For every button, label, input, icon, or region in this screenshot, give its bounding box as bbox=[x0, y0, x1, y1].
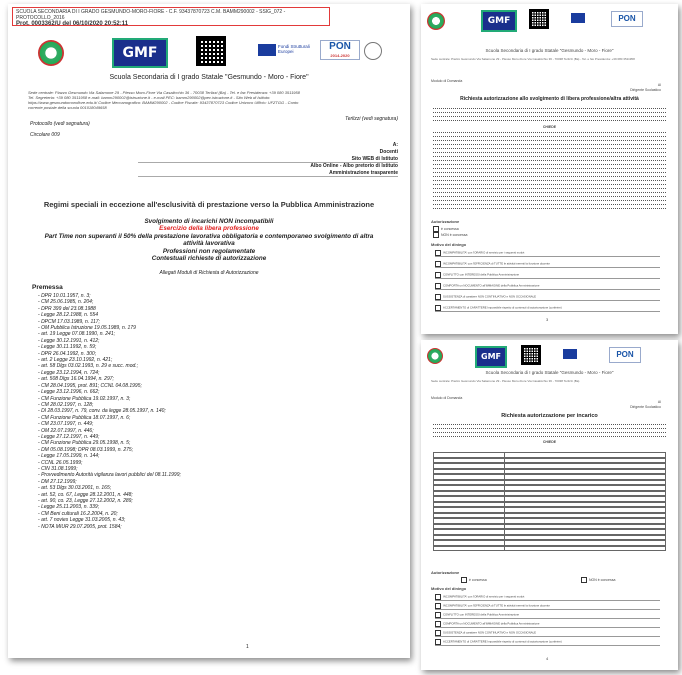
premessa-item-text: DM 05.08.1998; DPR 08.03.1999, n. 275; bbox=[41, 446, 134, 453]
table-cell-divider bbox=[504, 530, 505, 534]
table-cell-divider bbox=[504, 453, 505, 457]
motivo-checkbox[interactable] bbox=[435, 594, 441, 600]
bullet-dash: - bbox=[38, 523, 42, 530]
form-field-line[interactable] bbox=[433, 192, 666, 193]
motivo-option[interactable] bbox=[435, 272, 660, 279]
motivo-checkbox[interactable] bbox=[435, 621, 441, 627]
form-title: Richiesta autorizzazione per incarico bbox=[501, 413, 598, 419]
motivo-text: CONFLITTO con INTERESSI della Pubblica Amministrazione bbox=[443, 272, 520, 277]
bullet-dash: - bbox=[38, 318, 42, 325]
school-title: Scuola Secondaria di I grado Statale "Gesmundo - Moro - Fiore" bbox=[109, 74, 309, 81]
form-field-line[interactable] bbox=[433, 184, 666, 185]
motivo-option[interactable] bbox=[435, 250, 660, 257]
premessa-item-text: CIN 31.08.1999; bbox=[41, 465, 78, 472]
premessa-item-text: art. 90, co. 23, Legge 27.12.2002, n. 289; bbox=[41, 498, 133, 504]
subtitle-1: Svolgimento di incarichi NON incompatibili bbox=[144, 218, 274, 225]
dirigente-text: Dirigente Scolastico bbox=[630, 88, 661, 92]
subtitle-5: Contestuali richieste di autorizzazione bbox=[151, 255, 267, 263]
form-field-line[interactable] bbox=[433, 200, 666, 201]
bullet-dash: - bbox=[38, 299, 42, 306]
motivo-text: COMPORTA un NOCUMENTO all'IMMAGINE della Pubblica Amministrazione bbox=[443, 283, 540, 288]
pon-logo bbox=[320, 40, 360, 60]
table-cell-divider bbox=[504, 459, 505, 463]
motivo-label: Motivo del diniego bbox=[431, 242, 467, 247]
ministry-seal-icon bbox=[364, 42, 382, 60]
table-cell-divider bbox=[504, 481, 505, 485]
premessa-item-text: art. 2 Legge 23.10.1992, n. 421; bbox=[41, 357, 113, 364]
al-text: Al bbox=[657, 83, 661, 87]
premessa-item-text: CM Funzione Pubblica 18.07.1997, n. 6; bbox=[41, 414, 131, 421]
motivo-text: SUSSISTENZA di carattere NON CONTINUATIVO e NON OCCASIONALE bbox=[443, 630, 537, 635]
motivo-option[interactable] bbox=[435, 612, 660, 619]
republic-emblem-icon bbox=[38, 40, 64, 66]
bullet-dash: - bbox=[38, 478, 42, 485]
motivo-option[interactable] bbox=[435, 305, 660, 312]
table-cell-divider bbox=[504, 470, 505, 474]
bullet-dash: - bbox=[38, 433, 42, 440]
addressee-sito: Sito WEB di Istituto bbox=[351, 156, 398, 162]
al-label bbox=[571, 400, 661, 410]
addressees bbox=[208, 142, 398, 177]
addressee-a: A: bbox=[392, 142, 398, 148]
protocollo-line: Protocollo (vedi segnatura) bbox=[30, 121, 90, 127]
form-field-line[interactable] bbox=[433, 180, 666, 181]
address-line-2: Tel. Segreteria: +39 080 3511958 e-mail: bamm290002@istruzione.it - e-mail PEC: bamm290002@pec.istruzione.it - Sito Web di Istituto: bbox=[28, 95, 271, 100]
form-field-line[interactable] bbox=[433, 132, 666, 133]
form-field-line[interactable] bbox=[433, 424, 666, 425]
motivo-text: INCOMPATIBILITA' con l'EFFICIENZA di TUTTE le attività inerenti la funzione docente bbox=[443, 261, 550, 266]
premessa-item-text: OM 22.07.1997, n. 446; bbox=[41, 427, 94, 434]
motivo-checkbox[interactable] bbox=[435, 639, 441, 645]
table-cell-divider bbox=[504, 508, 505, 512]
premessa-item-text: Legge 23.12.1994, n. 724; bbox=[41, 369, 100, 376]
bullet-dash: - bbox=[38, 376, 42, 383]
bullet-dash: - bbox=[38, 472, 42, 479]
bullet-dash: - bbox=[38, 344, 42, 351]
motivo-option[interactable] bbox=[435, 603, 660, 610]
form-field-line[interactable] bbox=[433, 208, 666, 209]
modulo-label: Modulo di Domanda bbox=[431, 396, 463, 400]
premessa-heading: Premessa bbox=[32, 284, 63, 291]
premessa-item-text: CCNL 26.05.1999; bbox=[41, 459, 83, 466]
motivo-checkbox[interactable] bbox=[435, 612, 441, 618]
motivo-text: INCOMPATIBILITA' con l'ORARIO di servizio per i seguenti motivi: bbox=[443, 250, 525, 255]
bullet-dash: - bbox=[38, 401, 42, 408]
bullet-dash: - bbox=[38, 331, 42, 338]
bullet-dash: - bbox=[38, 325, 42, 332]
circolare-number: Circolare 009 bbox=[30, 132, 60, 138]
qr-code-icon bbox=[529, 9, 549, 29]
table-row[interactable] bbox=[433, 546, 666, 552]
divider bbox=[138, 162, 398, 163]
motivo-checkbox[interactable] bbox=[435, 283, 441, 289]
protocol-line-2: Prot. 0003362/U del 06/10/2020 20:52:11 bbox=[16, 21, 129, 27]
bullet-dash: - bbox=[38, 446, 42, 453]
premessa-item-text: art. 53 Dlgs 30.03.2001, n. 165; bbox=[41, 485, 112, 492]
premessa-item-text: OM Pubblica Istruzione 19.05.1989, n. 179 bbox=[41, 325, 136, 332]
motivo-option[interactable] bbox=[435, 630, 660, 637]
form-field-line[interactable] bbox=[433, 428, 666, 429]
premessa-item-text: CM Funzione Pubblica 29.05.1998, n. 5; bbox=[41, 440, 131, 447]
premessa-item-text: art. 7 novies Legge 31.03.2005, n. 43; bbox=[41, 517, 126, 524]
motivo-option[interactable] bbox=[435, 261, 660, 268]
form-field-line[interactable] bbox=[433, 188, 666, 189]
premessa-item-text: art. 58 Dlgs 03.02.1993, n. 29 e succ. mod.; bbox=[41, 363, 139, 370]
form-field-line[interactable] bbox=[433, 164, 666, 165]
non-concessa-option[interactable] bbox=[581, 577, 615, 583]
premessa-item-text: DPR 399 del 23.08.1988 bbox=[41, 305, 96, 312]
form-field-line[interactable] bbox=[433, 432, 666, 433]
qr-code-icon bbox=[196, 36, 226, 66]
bullet-dash: - bbox=[38, 459, 42, 466]
motivo-text: ACCERTAMENTO di CARATTERE Impossibile rispetto di contenuti di autorizzazione (conferire) bbox=[443, 305, 562, 310]
autorizzazione-label: Autorizzazione bbox=[431, 570, 460, 575]
non-concessa-text: NON è concessa bbox=[441, 232, 468, 237]
bullet-dash: - bbox=[38, 510, 42, 517]
form-field-line[interactable] bbox=[433, 120, 666, 121]
table-cell-divider bbox=[504, 525, 505, 529]
motivo-checkbox[interactable] bbox=[435, 305, 441, 311]
subtitle-4: Professioni non regolamentate bbox=[162, 247, 256, 255]
page-number: 1 bbox=[246, 644, 249, 650]
eu-flag-icon bbox=[563, 349, 577, 359]
school-address-small: Sede centrale: Piazzo Gesmundo Via Salamone 29 - Plesso Moro-Fiore Via Casalicchio 36 - 70038 Terlizzi (Ba) - Tel. e fax Presidenza: +39 080 3511958 bbox=[431, 57, 635, 61]
premessa-item-text: DM 27.12.1999; bbox=[41, 478, 77, 485]
school-address bbox=[28, 90, 398, 110]
form-title: Richiesta autorizzazione allo svolgimento di libera professione/altra attività bbox=[460, 96, 639, 102]
premessa-item bbox=[38, 524, 398, 530]
motivo-checkbox[interactable] bbox=[435, 294, 441, 300]
form-field-line[interactable] bbox=[433, 112, 666, 113]
motivo-text: INCOMPATIBILITA' con l'ORARIO di servizio per i seguenti motivi: bbox=[443, 594, 525, 599]
modulo-label: Modulo di Domanda bbox=[431, 79, 463, 83]
subtitle-2: Esercizio della libera professione bbox=[159, 225, 259, 233]
bullet-dash: - bbox=[38, 485, 42, 492]
main-title: Regimi speciali in eccezione all'esclusività di prestazione verso la Pubblica Amministrazione bbox=[43, 200, 375, 209]
bullet-dash: - bbox=[38, 421, 42, 428]
form-field-line[interactable] bbox=[433, 204, 666, 205]
bullet-dash: - bbox=[38, 382, 42, 389]
premessa-item-text: CM 23.07.1997, n. 449; bbox=[41, 421, 94, 428]
form-field-line[interactable] bbox=[433, 116, 666, 117]
chiede-label: CHIEDE bbox=[542, 440, 557, 444]
motivo-checkbox[interactable] bbox=[435, 272, 441, 278]
bullet-dash: - bbox=[38, 408, 42, 415]
premessa-item-text: Legge 30.12.1991, n. 412; bbox=[41, 337, 100, 344]
motivo-checkbox[interactable] bbox=[435, 603, 441, 609]
motivo-text: ACCERTAMENTO di CARATTERE Impossibile rispetto di contenuti di autorizzazione (conferire) bbox=[443, 639, 562, 644]
premessa-item-text: Legge 23.12.1996, n. 662; bbox=[41, 389, 100, 396]
premessa-item-text: Legge 27.12.1997, n. 449; bbox=[41, 433, 100, 440]
bullet-dash: - bbox=[38, 465, 42, 472]
non-concessa-checkbox[interactable] bbox=[581, 577, 587, 583]
form-field-line[interactable] bbox=[433, 108, 666, 109]
bullet-dash: - bbox=[38, 498, 42, 504]
address-line-1: Sede centrale: Piazzo Gesmundo Via Salamone 29 - Plesso Moro-Fiore Via Casalicchio 36 - 70038 Terlizzi (Ba) - Tel. e fax Presidenza: +39 080 3511958 bbox=[28, 90, 300, 95]
fondi-label: Fondi Strutturali Europei bbox=[278, 44, 310, 54]
table-cell-divider bbox=[504, 492, 505, 496]
bullet-dash: - bbox=[38, 453, 42, 460]
form-field-line[interactable] bbox=[433, 152, 666, 153]
form-field-line[interactable] bbox=[433, 160, 666, 161]
divider bbox=[138, 176, 398, 177]
motivo-option[interactable] bbox=[435, 294, 660, 301]
table-cell-divider bbox=[504, 541, 505, 545]
eu-flag-icon bbox=[571, 13, 585, 23]
premessa-item-text: CM Beni culturali 16.2.2004, n. 20; bbox=[41, 510, 118, 517]
addressee-trasparente: Amministrazione trasparente bbox=[329, 170, 398, 176]
bullet-dash: - bbox=[38, 389, 42, 396]
autorizzazione-label: Autorizzazione bbox=[431, 219, 460, 224]
bullet-dash: - bbox=[38, 363, 42, 370]
republic-emblem-icon bbox=[427, 12, 445, 30]
table-cell-divider bbox=[504, 475, 505, 479]
al-label bbox=[571, 83, 661, 93]
bullet-dash: - bbox=[38, 440, 42, 447]
premessa-list bbox=[38, 293, 398, 530]
page-number: 4 bbox=[546, 656, 549, 661]
school-title: Scuola Secondaria di I grado Statale "Gesmundo - Moro - Fiore" bbox=[485, 370, 614, 375]
form-field-line[interactable] bbox=[433, 168, 666, 169]
form-field-line[interactable] bbox=[433, 144, 666, 145]
school-logo: GMF bbox=[481, 10, 517, 32]
subtitle-3: Part Time non superanti il 50% della prestazione lavorativa obbligatoria e contemporaneo svolgimento di altra attività lavorativa bbox=[44, 232, 374, 248]
concessa-text: è concessa bbox=[441, 226, 459, 231]
bullet-dash: - bbox=[38, 504, 42, 511]
premessa-item-text: art. 19 Legge 07.08.1990, n. 241; bbox=[41, 331, 116, 338]
non-concessa-text: NON è concessa bbox=[589, 577, 616, 582]
premessa-item-text: Legge 25.11.2003, n. 339; bbox=[41, 504, 100, 511]
circolare-page bbox=[8, 4, 410, 658]
qr-code-icon bbox=[521, 345, 541, 365]
premessa-item-text: CM 28.02.1997, n. 128; bbox=[41, 401, 94, 408]
concessa-option[interactable] bbox=[461, 577, 487, 583]
subtitle-block bbox=[38, 218, 380, 262]
bullet-dash: - bbox=[38, 369, 42, 376]
school-title: Scuola Secondaria di I grado Statale "Gesmundo - Moro - Fiore" bbox=[485, 48, 614, 53]
date-line: Terlizzi (vedi segnatura) bbox=[345, 116, 398, 122]
dirigente-text: Dirigente Scolastico bbox=[630, 405, 661, 409]
bullet-dash: - bbox=[38, 517, 42, 524]
pon-years: 2014-2020 bbox=[330, 53, 350, 58]
motivo-option[interactable] bbox=[435, 621, 660, 628]
concessa-checkbox[interactable] bbox=[461, 577, 467, 583]
non-concessa-option[interactable] bbox=[433, 232, 467, 238]
bullet-dash: - bbox=[38, 357, 42, 364]
concessa-text: è concessa bbox=[469, 577, 487, 582]
modulo-incarico-page bbox=[421, 340, 678, 670]
bullet-dash: - bbox=[38, 312, 42, 319]
motivo-option[interactable] bbox=[435, 594, 660, 601]
non-concessa-checkbox[interactable] bbox=[433, 232, 439, 238]
allegati-note: Allegati Moduli di Richiesta di Autorizzazione bbox=[159, 270, 259, 276]
addressee-docenti: Docenti bbox=[379, 149, 398, 155]
bullet-dash: - bbox=[38, 305, 42, 312]
address-line-4: corrente postale della scuola 001018049658 bbox=[28, 105, 107, 110]
bullet-dash: - bbox=[38, 395, 42, 402]
premessa-item-text: DPR 10.01.1957, n. 3; bbox=[41, 293, 91, 299]
motivo-checkbox[interactable] bbox=[435, 261, 441, 267]
premessa-item-text: art. 508 Dlgs 16.04.1994, n. 297; bbox=[41, 376, 114, 383]
pon-logo: PON bbox=[611, 11, 643, 27]
premessa-item-text: CM 25.06.1985, n. 204; bbox=[41, 299, 94, 306]
form-field-line[interactable] bbox=[433, 196, 666, 197]
table-cell-divider bbox=[504, 464, 505, 468]
school-logo: GMF bbox=[112, 38, 168, 68]
premessa-item-text: DPR 26.04.1992, n. 300; bbox=[41, 350, 97, 357]
premessa-item-text: art. 52, co. 67, Legge 28.12.2001, n. 448; bbox=[41, 491, 133, 498]
premessa-item-text: Legge 17.05.1999, n. 144; bbox=[41, 453, 100, 460]
motivo-option[interactable] bbox=[435, 639, 660, 646]
school-address-small: Sede centrale: Piazzo Gesmundo Via Salamone 29 - Plesso Moro-Fiore Via Casalicchio 36 - 70038 Terlizzi (Ba) bbox=[431, 379, 580, 383]
bullet-dash: - bbox=[38, 350, 42, 357]
premessa-item-text: Legge 30.11.1992, n. 59; bbox=[41, 344, 97, 351]
motivo-text: CONFLITTO con INTERESSI della Pubblica Amministrazione bbox=[443, 612, 520, 617]
protocol-line-1: SCUOLA SECONDARIA DI I GRADO GESMUNDO-MORO-FIORE - C.F. 93437870723 C.M. BAMM290002 - SSIG_072 - PROTOCOLLO_2016 bbox=[16, 9, 286, 21]
modulo-libera-professione-page bbox=[421, 4, 678, 334]
table-cell-divider bbox=[504, 519, 505, 523]
premessa-item-text: CM Funzione Pubblica 19.02.1997, n. 3; bbox=[41, 395, 131, 402]
bullet-dash: - bbox=[38, 414, 42, 421]
al-text: Al bbox=[657, 400, 661, 404]
address-line-3: https://www.gesmundomorofiore.edu.it/ Codice Meccanografico: BAMM290002 - Codice Fiscale: 93437870723 Codice Univoco Ufficio: UFZTGG - Conto bbox=[28, 100, 299, 105]
table-cell-divider bbox=[504, 497, 505, 501]
bullet-dash: - bbox=[38, 427, 42, 434]
form-field-line[interactable] bbox=[433, 140, 666, 141]
motivo-text: SUSSISTENZA di carattere NON CONTINUATIVO e NON OCCASIONALE bbox=[443, 294, 537, 299]
form-field-line[interactable] bbox=[433, 156, 666, 157]
addressee-albo: Albo Online - Albo pretorio di Istituto bbox=[310, 163, 398, 169]
chiede-label: CHIEDE bbox=[542, 125, 557, 129]
pon-logo: PON bbox=[609, 347, 641, 363]
premessa-item-text: Provvedimento Autorità vigilanza lavori pubblici del 08.11.1999; bbox=[41, 472, 181, 479]
table-cell-divider bbox=[504, 547, 505, 551]
form-field-line[interactable] bbox=[433, 172, 666, 173]
motivo-checkbox[interactable] bbox=[435, 630, 441, 636]
table-cell-divider bbox=[504, 503, 505, 507]
protocol-stamp bbox=[12, 7, 330, 26]
form-field-line[interactable] bbox=[433, 148, 666, 149]
premessa-item-text: CM 28.04.1995, prot. 891; CCNL 04.08.1995; bbox=[41, 382, 142, 389]
form-field-line[interactable] bbox=[433, 136, 666, 137]
bullet-dash: - bbox=[38, 491, 42, 498]
premessa-item-text: Legge 28.12.1988, n. 554 bbox=[41, 312, 99, 319]
motivo-text: INCOMPATIBILITA' con l'EFFICIENZA di TUTTE le attività inerenti la funzione docente bbox=[443, 603, 550, 608]
form-field-line[interactable] bbox=[433, 176, 666, 177]
motivo-label: Motivo del diniego bbox=[431, 586, 467, 591]
page-number: 3 bbox=[546, 317, 549, 322]
premessa-item-text: DPCM 17.03.1989, n. 117; bbox=[41, 318, 100, 325]
form-field-line[interactable] bbox=[433, 436, 666, 437]
bullet-dash: - bbox=[38, 337, 42, 344]
eu-flag-icon bbox=[258, 44, 276, 56]
premessa-item-text: NOTA MIUR 29.07.2005, prot. 1584; bbox=[41, 523, 122, 530]
premessa-item-text: DI 28.03.1997, n. 79, conv. da legge 28.05.1997, n. 140; bbox=[41, 408, 166, 415]
table-cell-divider bbox=[504, 536, 505, 540]
republic-emblem-icon bbox=[427, 348, 443, 364]
motivo-checkbox[interactable] bbox=[435, 250, 441, 256]
table-cell-divider bbox=[504, 514, 505, 518]
bullet-dash: - bbox=[38, 293, 42, 299]
motivo-text: COMPORTA un NOCUMENTO all'IMMAGINE della Pubblica Amministrazione bbox=[443, 621, 540, 626]
pon-label: PON bbox=[329, 41, 351, 52]
motivo-option[interactable] bbox=[435, 283, 660, 290]
table-cell-divider bbox=[504, 486, 505, 490]
school-logo: GMF bbox=[475, 346, 507, 368]
